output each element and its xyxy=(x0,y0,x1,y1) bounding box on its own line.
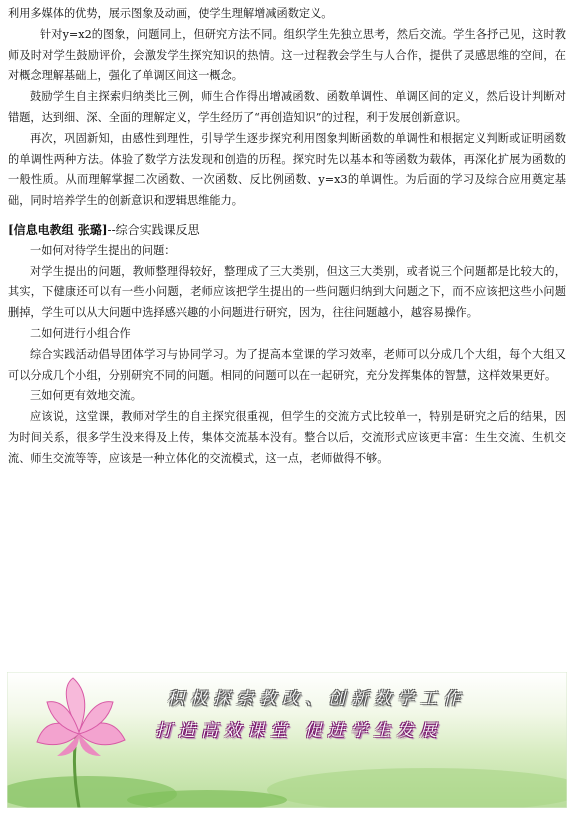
decorative-banner xyxy=(7,672,567,808)
item-3-heading: 三如何更有效地交流。 xyxy=(30,389,142,403)
item-1-body: 对学生提出的问题，教师整理得较好，整理成了三大类别，但这三大类别，或者说三个问题都是比较大的，其实，下健康还可以有一些小问题，老师应该把学生提出的一些问题归纳到大问题之下，而不应该把这些小问题删掉，学生可以从大问题中选择感兴趣的小问题进行研究，因为，往往问题越小，越容易操作。 xyxy=(8,264,566,320)
text-area xyxy=(8,4,566,470)
section-title: --综合实践课反思 xyxy=(107,222,200,237)
paragraph-y-x2: 针对y=x2的图象，问题同上，但研究方法不同。组织学生先独立思考，然后交流。学生各抒己见，这时教师及时对学生鼓励评价，会激发学生探究知识的热情。这一过程教会学生与人合作，提供了灵感思维的空间，在对概念理解基础上，强化了单调区间这一概念。 xyxy=(8,27,566,83)
item-1-heading: 一如何对待学生提出的问题： xyxy=(30,243,176,257)
lotus-flower xyxy=(37,678,125,756)
paragraph-consolidate: 再次，巩固新知，由感性到理性，引导学生逐步探究利用图象判断函数的单调性和根据定义判断或证明函数的单调性两种方法。体验了数学方法发现和创造的历程。探究时先以基本和等函数为载体，再深化扩展为函数的一般性质。从而理解掌握二次函数、一次函数、反比例函数、y=x3的单调性。为后面的学习及综合应用奠定基础，同时培养学生的创新意识和逻辑思维能力。 xyxy=(8,131,566,208)
section-heading xyxy=(8,220,566,241)
banner-slogan-2: 打造高效课堂 促进学生发展 xyxy=(155,721,443,741)
item-3-body: 应该说，这堂课，教师对学生的自主探究很重视，但学生的交流方式比较单一，特别是研究之后的结果，因为时间关系，很多学生没来得及上传，集体交流基本没有。整合以后，交流形式应该更丰富：生生交流、生机交流、师生交流等等，应该是一种立体化的交流模式，这一点，老师做得不够。 xyxy=(8,410,566,465)
lily-pad-right xyxy=(267,768,567,808)
banner-slogan-1: 积极探索教改、创新数学工作 xyxy=(167,689,466,709)
item-2-body: 综合实践活动倡导团体学习与协同学习。为了提高本堂课的学习效率，老师可以分成几个大组，每个大组又可以分成几个小组，分别研究不同的问题。相同的问题可以在一起研究，充分发挥集体的智慧，这样效果更好。 xyxy=(8,347,566,382)
section-tag: [信息电教组 张璐] xyxy=(8,222,108,237)
item-2-heading: 二如何进行小组合作 xyxy=(30,326,131,340)
paragraph-intro: 利用多媒体的优势，展示图象及动画，使学生理解增减函数定义。 xyxy=(8,7,333,20)
paragraph-explore: 鼓励学生自主探索归纳类比三例，师生合作得出增减函数、函数单调性、单调区间的定义，然后设计判断对错题，达到细、深、全面的理解定义，学生经历了“再创造知识”的过程，利于发展创新意识。 xyxy=(8,90,566,124)
